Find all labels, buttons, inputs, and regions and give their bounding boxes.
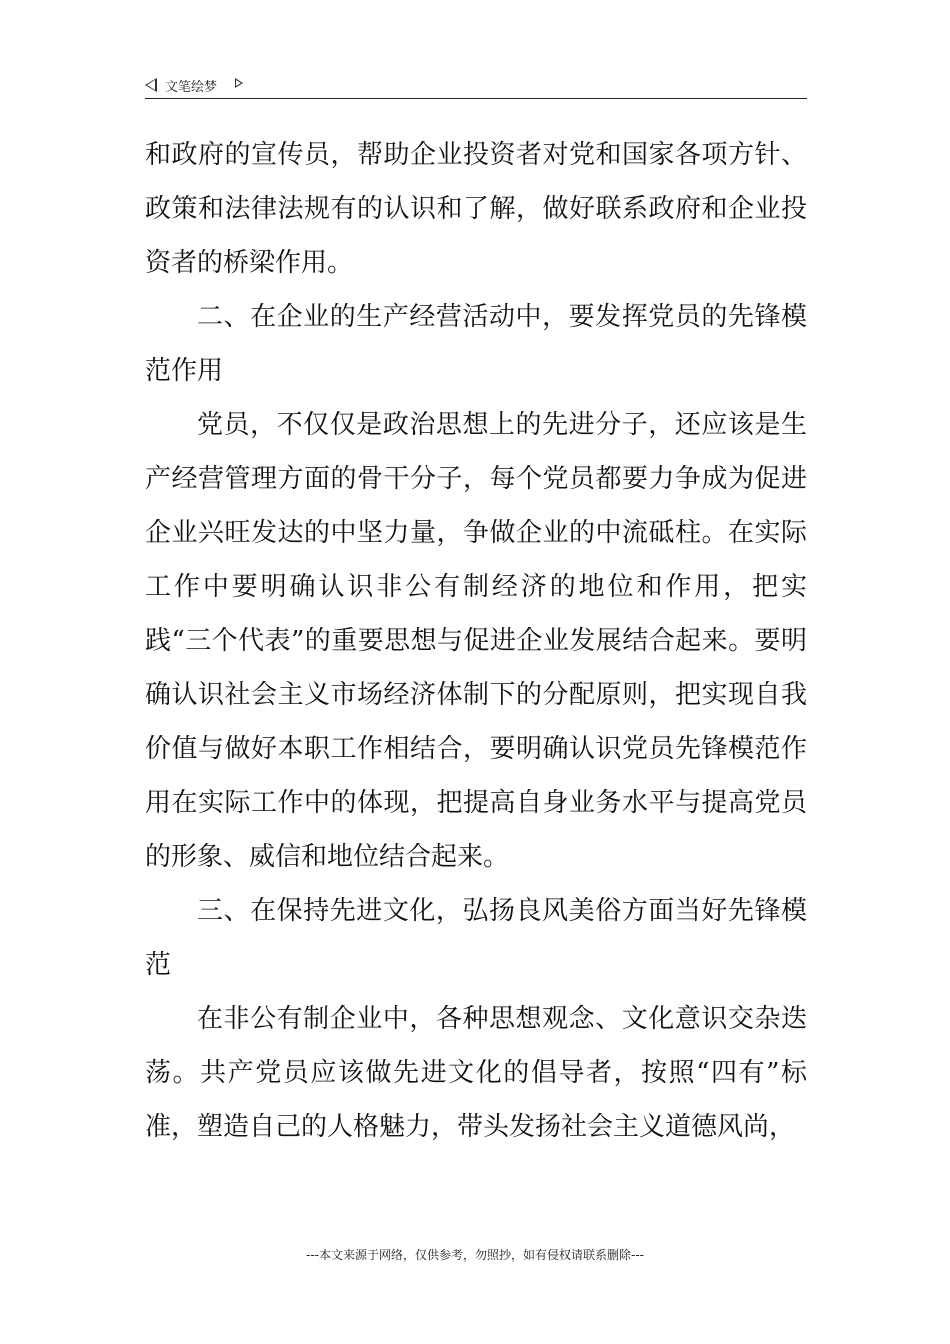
- section-heading-3: 三、在保持先进文化，弘扬良风美俗方面当好先锋模范: [145, 896, 807, 980]
- triangle-left-icon: [145, 78, 157, 92]
- paragraph-party-members: 党员，不仅仅是政治思想上的先进分子，还应该是生产经营管理方面的骨干分子，每个党员都要力争成为促进企业兴旺发达的中坚力量，争做企业的中流砥柱。在实际工作中要明确认识非公有制经济的地位和作用，把实践“三个代表”的重要思想与促进企业发展结合起来。要明确认识社会主义市场经济体制下的分配原则，把实现自我价值与做好本职工作相结合，要明确认识党员先锋模范作用在实际工作中的体现，把提高自身业务水平与提高党员的形象、威信和地位结合起来。: [145, 410, 807, 872]
- triangle-right-icon: [235, 78, 243, 88]
- paragraph-continuation: 和政府的宣传员，帮助企业投资者对党和国家各项方针、政策和法律法规有的认识和了解，做好联系政府和企业投资者的桥梁作用。: [145, 140, 807, 278]
- header-title: 文笔绘梦: [165, 80, 218, 95]
- page-footer: ---本文来源于网络，仅供参考，勿照抄，如有侵权请联系删除---: [306, 1248, 644, 1262]
- document-body: [145, 128, 807, 1154]
- paragraph-culture: 在非公有制企业中，各种思想观念、文化意识交杂迭荡。共产党员应该做先进文化的倡导者，按照“四有”标准，塑造自己的人格魅力，带头发扬社会主义道德风尚，: [145, 1004, 807, 1142]
- section-heading-2: 二、在企业的生产经营活动中，要发挥党员的先锋模范作用: [145, 302, 807, 386]
- page-header: [145, 74, 807, 99]
